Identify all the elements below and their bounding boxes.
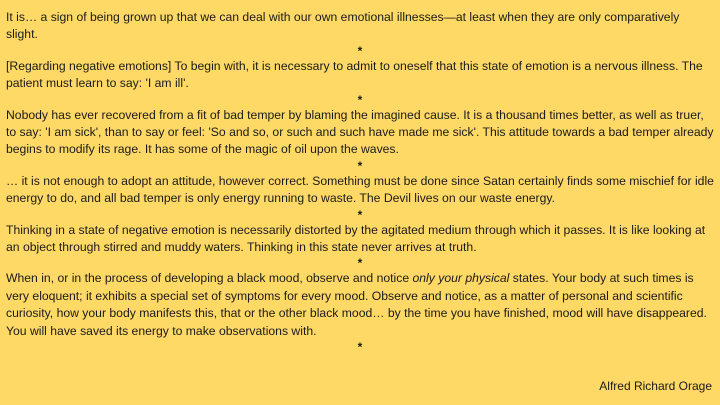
- separator-asterisk: *: [357, 340, 363, 355]
- separator-asterisk: *: [357, 43, 363, 58]
- quote-passage-5: Thinking in a state of negative emotion is necessarily distorted by the agitated medium through which it passes. It is like looking at an object through stirred and muddy waters. Thinking in this state never arrives at truth.: [6, 222, 706, 255]
- separator-asterisk: *: [357, 92, 363, 107]
- passage-6-emphasis: only your physical: [412, 271, 510, 286]
- quote-passage-6: [6, 270, 714, 340]
- separator-asterisk: *: [357, 256, 363, 271]
- passage-6-text-start: When in, or in the process of developing a black mood, observe and notice: [6, 271, 413, 286]
- separator-asterisk: *: [357, 158, 363, 173]
- author-attribution: Alfred Richard Orage: [599, 379, 712, 393]
- quote-passage-4: … it is not enough to adopt an attitude, however correct. Something must be done since Satan certainly finds some mischief for idle energy to do, and all bad temper is only energy running to waste. The Devil lives on our waste energy.: [6, 173, 714, 206]
- separator-asterisk: *: [357, 207, 363, 222]
- passage-6-text-end: states. Your body at such times is very eloquent; it exhibits a special set of symptoms for every mood. Observe and notice, as a matter of personal and scientific curiosity, how your body manifests this, that or the other black mood… by the time you have finished, mood will have disappeared. You will have saved its energy to make observations with.: [6, 271, 707, 338]
- quote-passage-2: [Regarding negative emotions] To begin with, it is necessary to admit to oneself that this state of emotion is a nervous illness. The patient must learn to say: 'I am ill'.: [6, 58, 703, 91]
- quote-passage-1: It is… a sign of being grown up that we can deal with our own emotional illnesses—at least when they are only comparatively slight.: [6, 10, 680, 42]
- quote-passage-3: Nobody has ever recovered from a fit of bad temper by blaming the imagined cause. It is a thousand times better, as well as truer, to say: 'I am sick', than to say or feel: 'So and so, or such and such have made me sick'. This attitude towards a bad temper already begins to modify its rage. It has some of the magic of oil upon the waves.: [6, 107, 714, 157]
